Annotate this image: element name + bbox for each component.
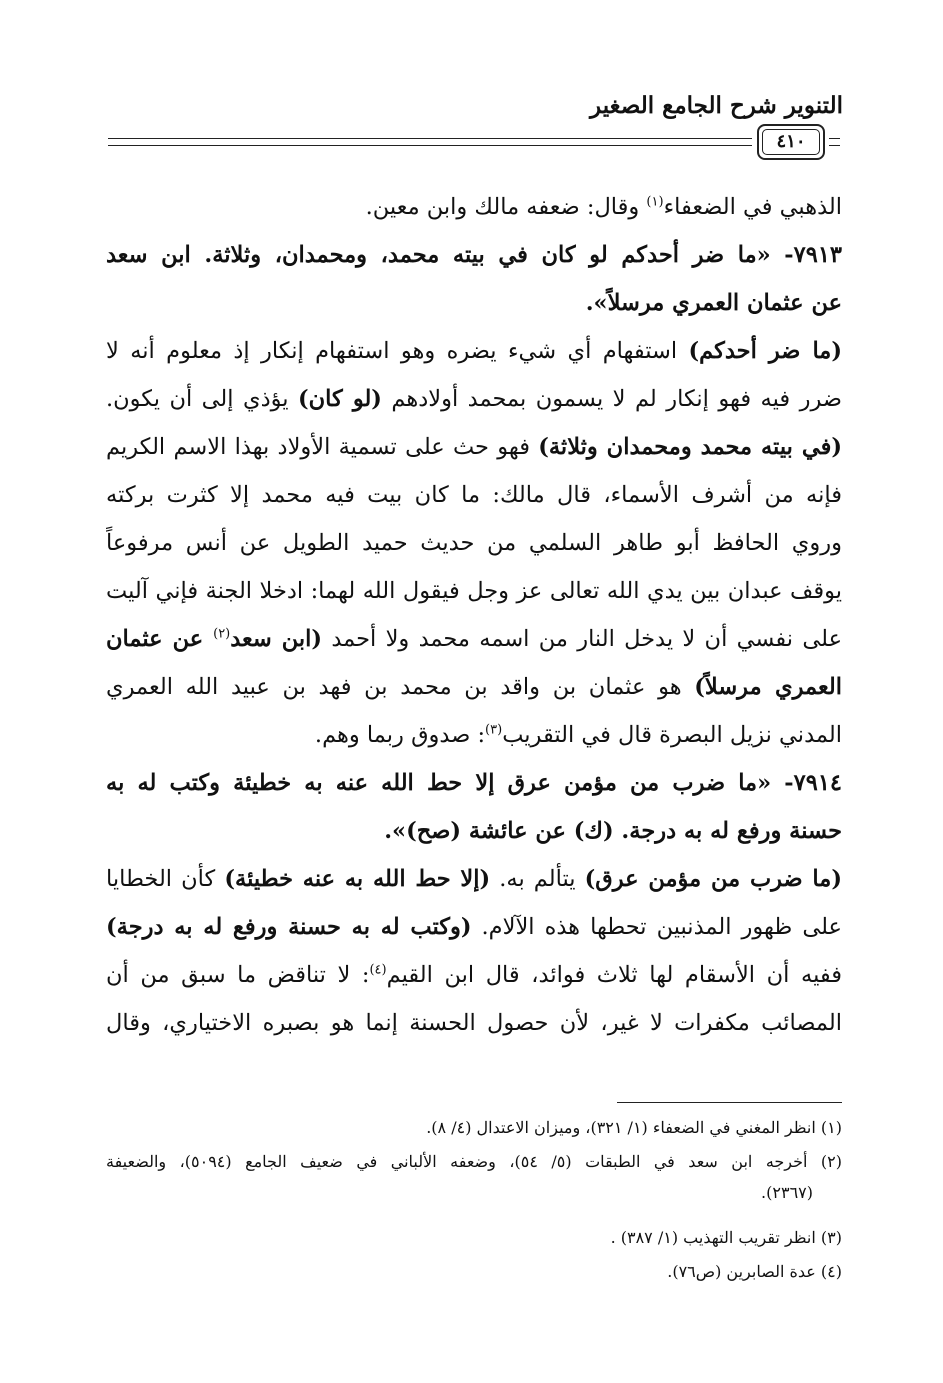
- footnote-3: (٣) انظر تقريب التهذيب (١/ ٣٨٧) .: [610, 1228, 842, 1247]
- matn-quote: (وكتب له به حسنة ورفع له به درجة): [106, 914, 472, 940]
- header-rule-top-right: [829, 138, 840, 139]
- footnote-1: (١) انظر المغني في الضعفاء (١/ ٣٢١)، وميزان الاعتدال (٤/ ٨).: [426, 1118, 842, 1137]
- footnote-separator: [617, 1102, 842, 1103]
- footnote-2-continued: (٢٣٦٧).: [761, 1183, 813, 1202]
- hadith-7914-line-1: ٧٩١٤- «ما ضرب من مؤمن عرق إلا حط الله عنه به خطيئة وكتب له به: [106, 770, 842, 796]
- text-line-12: [106, 718, 842, 752]
- text: وقال: ضعفه مالك وابن معين.: [365, 194, 647, 220]
- matn-quote: (في بيته محمد ومحمدان وثلاثة): [538, 434, 842, 460]
- header-rule-top: [108, 138, 752, 139]
- footnote-ref-3: (٣): [485, 722, 503, 738]
- text-line-11: [106, 670, 842, 704]
- text: استفهام أي شيء يضره وهو استفهام إنكار إذ معلوم أنه لا: [106, 338, 689, 364]
- text-line-16: [106, 910, 842, 944]
- page-number-box: [757, 124, 825, 160]
- text-line-9: يوقف عبدان بين يدي الله تعالى عز وجل فيقول الله لهما: ادخلا الجنة فإني آليت: [106, 578, 842, 604]
- running-title: التنوير شرح الجامع الصغير: [590, 92, 843, 119]
- hadith-7913-line-2: عن عثمان العمري مرسلاً».: [585, 290, 842, 316]
- footnote-ref-1: (١): [646, 194, 664, 210]
- text-line-1: [106, 190, 842, 224]
- text: كأن الخطايا: [106, 866, 225, 892]
- text-line-15: [106, 862, 842, 896]
- text: : لا تناقض ما سبق من أن: [106, 962, 370, 988]
- footnote-2: (٢) أخرجه ابن سعد في الطبقات (٥/ ٥٤)، وضعفه الألباني في ضعيف الجامع (٥٠٩٤)، والضعيفة: [106, 1152, 842, 1171]
- text-line-7: فإنه من أشرف الأسماء، قال مالك: ما كان بيت فيه محمد إلا كثرت بركته: [106, 482, 842, 508]
- text-line-6: [106, 430, 842, 464]
- text: يتألم به.: [490, 866, 585, 892]
- hadith-7913-line-1: ٧٩١٣- «ما ضر أحدكم لو كان في بيته محمد، ومحمدان، وثلاثة. ابن سعد: [106, 242, 842, 268]
- page-number: ٤١٠: [776, 131, 806, 152]
- matn-quote: (ما ضر أحدكم): [688, 338, 842, 364]
- header-rule-bottom-right: [829, 145, 840, 146]
- hadith-7914-line-2: حسنة ورفع له به درجة. (ك) عن عائشة (صح)».: [384, 818, 842, 844]
- matn-quote: (ابن سعد: [230, 626, 323, 652]
- text: المدني نزيل البصرة قال في التقريب: [502, 722, 842, 748]
- text: على نفسي أن لا يدخل النار من اسمه محمد ولا أحمد: [322, 626, 842, 652]
- text: ففيه أن الأسقام لها ثلاث فوائد، قال ابن القيم: [386, 962, 842, 988]
- matn-quote: عن عثمان: [106, 626, 214, 652]
- text-line-18: المصائب مكفرات لا غير، لأن حصول الحسنة إنما هو بصبره الاختياري، وقال: [106, 1010, 842, 1036]
- footnote-ref-4: (٤): [369, 962, 387, 978]
- matn-quote: العمري مرسلاً): [694, 674, 842, 700]
- text-line-17: [106, 958, 842, 992]
- matn-quote: (إلا حط الله به عنه خطيئة): [224, 866, 491, 892]
- matn-quote: (لو كان): [297, 386, 382, 412]
- text-line-8: وروي الحافظ أبو طاهر السلمي من حديث حميد الطويل عن أنس مرفوعاً: [106, 530, 842, 556]
- text: فهو حث على تسمية الأولاد بهذا الاسم الكريم: [106, 434, 539, 460]
- footnote-ref-2: (٢): [213, 626, 231, 642]
- text-line-5: [106, 382, 842, 416]
- text: : صدوق ربما وهم.: [314, 722, 486, 748]
- text: ضرر فيه فهو إنكار لم لا يسمون بمحمد أولادهم: [381, 386, 842, 412]
- header-rule-bottom: [108, 145, 752, 146]
- text: يؤذي إلى أن يكون.: [106, 386, 298, 412]
- text-line-10: [106, 622, 842, 656]
- text: هو عثمان بن واقد بن محمد بن فهد بن عبيد الله العمري: [106, 674, 695, 700]
- matn-quote: (ما ضرب من مؤمن عرق): [584, 866, 842, 892]
- text-line-4: [106, 334, 842, 368]
- text: الذهبي في الضعفاء: [663, 194, 842, 220]
- text: على ظهور المذنبين تحطها هذه الآلام.: [471, 914, 842, 940]
- footnote-4: (٤) عدة الصابرين (ص٧٦).: [667, 1262, 842, 1281]
